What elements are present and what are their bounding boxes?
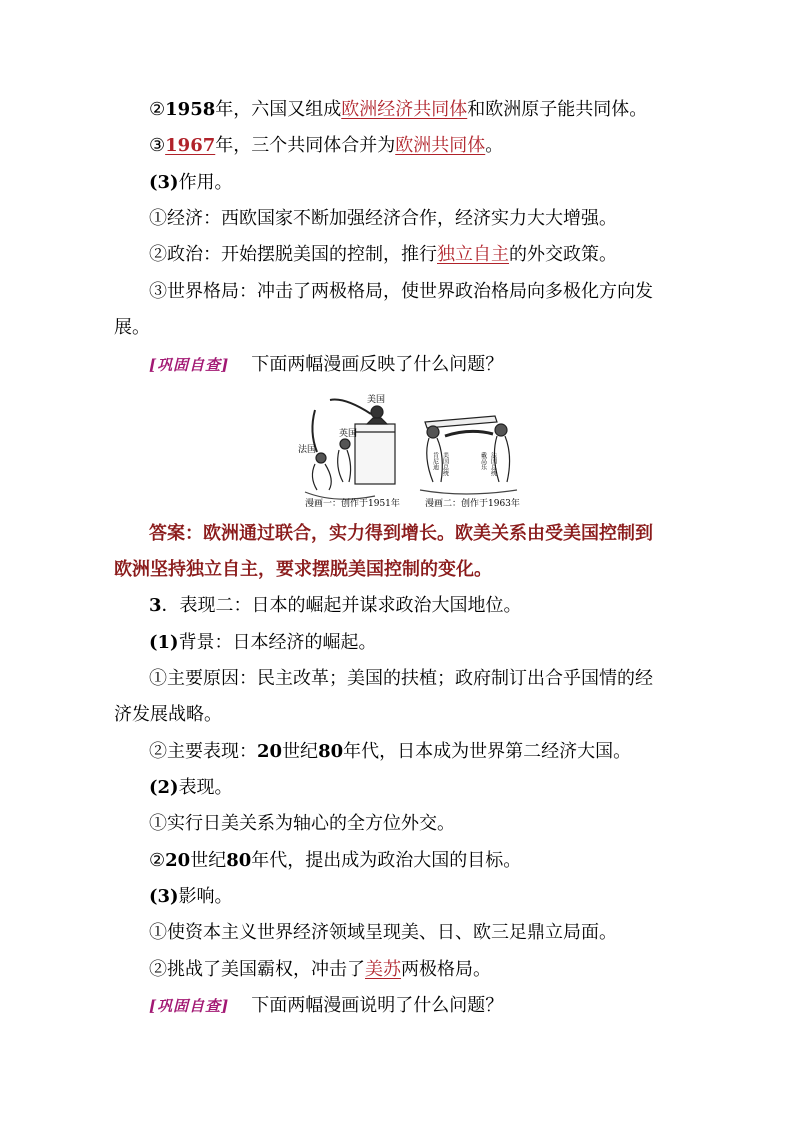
question-2: [巩固自查] 下面两幅漫画说明了什么问题？ <box>149 995 504 1016</box>
review-tag: [巩固自查] <box>149 356 230 374</box>
item-main-cause-cont: 济发展战略。 <box>114 704 222 725</box>
answer-independence: 独立自主 <box>437 244 509 265</box>
label-uk: 英国 <box>339 429 358 439</box>
label-kennedy: 肯尼迪 <box>431 452 439 470</box>
item-three-pillars: ①使资本主义世界经济领域呈现美、日、欧三足鼎立局面。 <box>149 922 617 943</box>
answer-ec: 欧洲共同体 <box>395 135 486 156</box>
item-main-cause: ①主要原因：民主改革；美国的扶植；政府制订出合乎国情的经 <box>149 668 653 689</box>
caption-1963: 漫画二：创作于1963年 <box>425 499 520 509</box>
answer-1: 答案：欧洲通过联合，实力得到增长。欧美关系由受美国控制到 <box>149 523 653 544</box>
question-1: [巩固自查] 下面两幅漫画反映了什么问题？ <box>149 354 504 375</box>
answer-1-cont: 欧洲坚持独立自主，要求摆脱美国控制的变化。 <box>114 559 492 580</box>
label-us: 美国 <box>367 395 386 405</box>
heading-background: (1)背景：日本经济的崛起。 <box>149 632 377 653</box>
section-3-title: 3．表现二：日本的崛起并谋求政治大国地位。 <box>149 595 522 616</box>
item-1967: ③1967年，三个共同体合并为欧洲共同体。 <box>149 135 504 156</box>
caption-1951: 漫画一：创作于1951年 <box>305 499 400 509</box>
heading-impact: (3)影响。 <box>149 886 233 907</box>
item-diplomacy: ①实行日美关系为轴心的全方位外交。 <box>149 813 455 834</box>
item-world-pattern: ③世界格局：冲击了两极格局，使世界政治格局向多极化方向发 <box>149 281 653 302</box>
cartoon-image <box>295 392 527 510</box>
answer-us-ussr: 美苏 <box>365 959 401 980</box>
label-fr-president: 法国总统 <box>489 452 497 476</box>
label-us-president: 美国总统 <box>441 452 449 476</box>
item-main-manifestation: ②主要表现：20世纪80年代，日本成为世界第二经济大国。 <box>149 741 632 762</box>
review-tag: [巩固自查] <box>149 997 230 1015</box>
label-fr: 法国 <box>298 445 317 455</box>
heading-effect: (3)作用。 <box>149 172 233 193</box>
heading-manifestation: (2)表现。 <box>149 777 233 798</box>
answer-eec: 欧洲经济共同体 <box>341 99 468 120</box>
item-world-pattern-cont: 展。 <box>114 317 150 338</box>
item-1958: ②1958年，六国又组成欧洲经济共同体和欧洲原子能共同体。 <box>149 99 648 120</box>
item-challenge-hegemony: ②挑战了美国霸权，冲击了美苏两极格局。 <box>149 959 491 980</box>
item-political-goal: ②20世纪80年代，提出成为政治大国的目标。 <box>149 850 522 871</box>
item-politics: ②政治：开始摆脱美国的控制，推行独立自主的外交政策。 <box>149 244 617 265</box>
item-economy: ①经济：西欧国家不断加强经济合作，经济实力大大增强。 <box>149 208 617 229</box>
answer-1967: 1967 <box>165 135 216 156</box>
cartoon-1 <box>305 400 395 500</box>
label-de-gaulle: 戴高乐 <box>479 452 487 470</box>
